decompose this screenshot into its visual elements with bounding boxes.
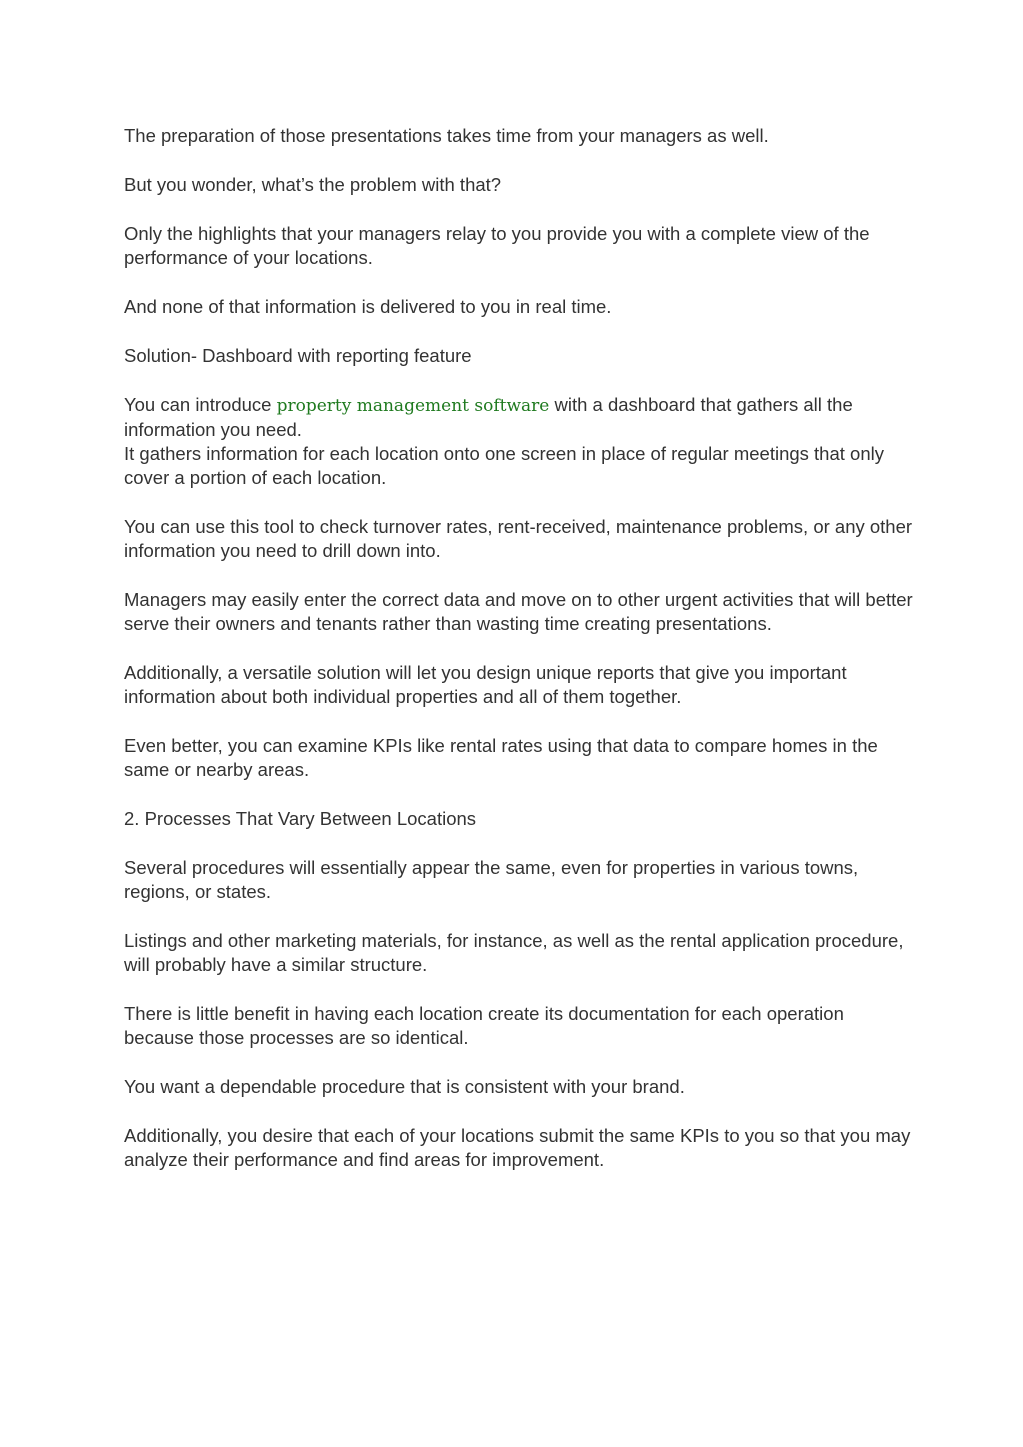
paragraph-managers-data-entry: Managers may easily enter the correct data and move on to other urgent activities that will better serve their owners and tenants rather than wasting time creating presentations.	[124, 589, 913, 634]
document-body	[124, 124, 914, 1197]
paragraph-kpis-compare: Even better, you can examine KPIs like rental rates using that data to compare homes in the same or nearby areas.	[124, 735, 878, 780]
paragraph-little-benefit: There is little benefit in having each location create its documentation for each operation because those processes are so identical.	[124, 1003, 844, 1048]
paragraph-tool-uses: You can use this tool to check turnover rates, rent-received, maintenance problems, or any other information you need to drill down into.	[124, 516, 913, 561]
property-management-software-link[interactable]: property management software	[276, 396, 550, 416]
paragraph-same-kpis: Additionally, you desire that each of your locations submit the same KPIs to you so that you may analyze their performance and find areas for improvement.	[124, 1125, 911, 1170]
paragraph-real-time: And none of that information is delivered to you in real time.	[124, 296, 612, 317]
paragraph-versatile-reports: Additionally, a versatile solution will let you design unique reports that give you important information about both individual properties and all of them together.	[124, 662, 847, 707]
section-heading-solution: Solution- Dashboard with reporting feature	[124, 345, 472, 366]
section-heading-processes: 2. Processes That Vary Between Locations	[124, 808, 477, 829]
paragraph-problem-question: But you wonder, what’s the problem with that?	[124, 174, 502, 195]
paragraph-highlights: Only the highlights that your managers relay to you provide you with a complete view of the performance of your locations.	[124, 223, 870, 268]
paragraph-presentations-time: The preparation of those presentations takes time from your managers as well.	[124, 125, 769, 146]
paragraph-introduce-software	[124, 393, 914, 490]
paragraph-dependable-procedure: You want a dependable procedure that is consistent with your brand.	[124, 1076, 685, 1097]
paragraph-introduce-after-link: with a dashboard that gathers all the information you need.	[124, 394, 853, 440]
paragraph-gathers-information: It gathers information for each location onto one screen in place of regular meetings that only cover a portion of each location.	[124, 443, 884, 488]
paragraph-procedures-same: Several procedures will essentially appear the same, even for properties in various towns, regions, or states.	[124, 857, 859, 902]
paragraph-introduce-before-link: You can introduce	[124, 394, 277, 415]
paragraph-listings-structure: Listings and other marketing materials, for instance, as well as the rental application procedure, will probably have a similar structure.	[124, 930, 904, 975]
